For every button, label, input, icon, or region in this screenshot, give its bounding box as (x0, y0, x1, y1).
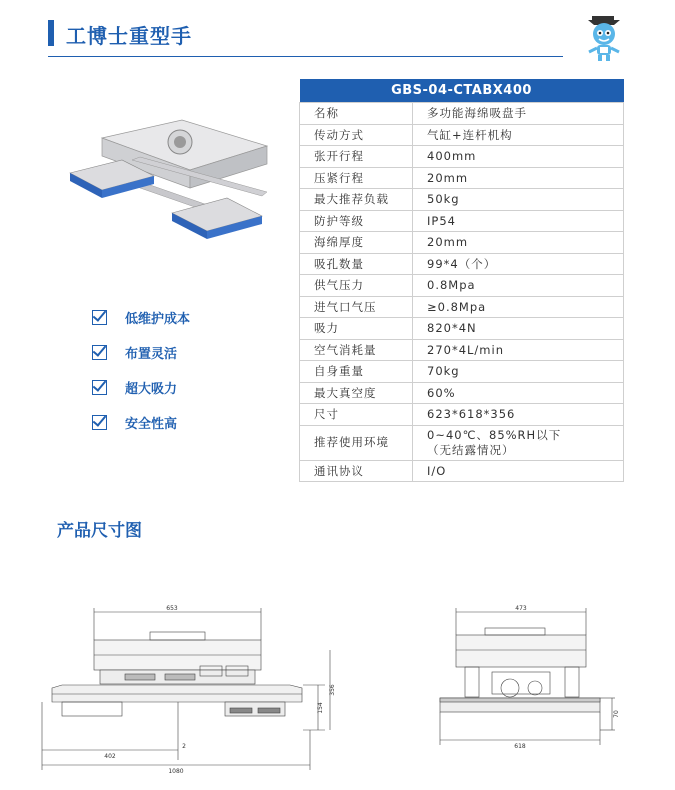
spec-value: 623*618*356 (413, 404, 624, 426)
feature-item (92, 370, 190, 405)
table-row (300, 296, 624, 318)
spec-value: 70kg (413, 361, 624, 383)
table-row (300, 210, 624, 232)
feature-label: 布置灵活 (125, 347, 178, 362)
spec-value: 0.8Mpa (413, 275, 624, 297)
spec-value: I/O (413, 460, 624, 482)
checkbox-icon (92, 345, 107, 360)
spec-key: 自身重量 (300, 361, 413, 383)
spec-key: 吸孔数量 (300, 253, 413, 275)
spec-value: 20mm (413, 167, 624, 189)
table-row (300, 103, 624, 125)
env-line-1: 0~40℃、85%RH以下 (427, 427, 562, 442)
table-row (300, 425, 624, 460)
spec-value: 99*4（个） (413, 253, 624, 275)
spec-key: 张开行程 (300, 146, 413, 168)
table-row (300, 460, 624, 482)
spec-key: 最大推荐负载 (300, 189, 413, 211)
feature-item (92, 405, 190, 440)
title-accent-bar (48, 20, 54, 46)
dim-side-total: 618 (514, 743, 526, 750)
table-row (300, 382, 624, 404)
spec-key: 通讯协议 (300, 460, 413, 482)
table-row (300, 404, 624, 426)
section-title: 产品尺寸图 (57, 521, 142, 541)
dimension-drawing (0, 590, 675, 790)
feature-label: 低维护成本 (125, 312, 191, 327)
dim-front-height-lower: 154 (317, 702, 324, 714)
table-row (300, 124, 624, 146)
spec-key: 尺寸 (300, 404, 413, 426)
spec-table (299, 79, 624, 482)
spec-key: 推荐使用环境 (300, 425, 413, 460)
spec-value (413, 425, 624, 460)
dim-front-width: 653 (166, 605, 178, 612)
table-row (300, 232, 624, 254)
dim-front-left: 402 (104, 753, 116, 760)
table-row (300, 253, 624, 275)
spec-key: 进气口气压 (300, 296, 413, 318)
dim-front-height: 356 (329, 684, 336, 696)
spec-value: ≥0.8Mpa (413, 296, 624, 318)
dim-front-mid: 2 (182, 743, 186, 750)
spec-value: 400mm (413, 146, 624, 168)
dim-side-height: 70 (613, 710, 620, 718)
spec-key: 供气压力 (300, 275, 413, 297)
checkbox-icon (92, 380, 107, 395)
dim-side-width: 473 (515, 605, 527, 612)
checkbox-icon (92, 415, 107, 430)
table-row (300, 361, 624, 383)
feature-item (92, 335, 190, 370)
table-row (300, 275, 624, 297)
spec-key: 海绵厚度 (300, 232, 413, 254)
spec-table-model: GBS-04-CTABX400 (300, 79, 624, 103)
table-row (300, 167, 624, 189)
spec-value: 270*4L/min (413, 339, 624, 361)
table-row (300, 318, 624, 340)
table-row (300, 339, 624, 361)
spec-key: 防护等级 (300, 210, 413, 232)
spec-value: IP54 (413, 210, 624, 232)
feature-label: 安全性高 (125, 417, 178, 432)
page-title: 工博士重型手 (66, 24, 192, 48)
spec-key: 名称 (300, 103, 413, 125)
feature-item (92, 300, 190, 335)
spec-key: 吸力 (300, 318, 413, 340)
checkbox-icon (92, 310, 107, 325)
spec-key: 最大真空度 (300, 382, 413, 404)
spec-value: 50kg (413, 189, 624, 211)
spec-value: 60% (413, 382, 624, 404)
mascot-icon (578, 14, 630, 64)
env-line-2: （无结露情况） (427, 442, 515, 457)
table-row (300, 146, 624, 168)
spec-value: 多功能海绵吸盘手 (413, 103, 624, 125)
product-image (62, 118, 277, 248)
dim-front-total: 1080 (168, 768, 184, 775)
feature-label: 超大吸力 (125, 382, 178, 397)
spec-value: 820*4N (413, 318, 624, 340)
spec-key: 传动方式 (300, 124, 413, 146)
spec-key: 空气消耗量 (300, 339, 413, 361)
feature-list (92, 300, 190, 440)
spec-value: 20mm (413, 232, 624, 254)
spec-key: 压紧行程 (300, 167, 413, 189)
title-divider (48, 56, 563, 57)
table-row (300, 189, 624, 211)
spec-value: 气缸+连杆机构 (413, 124, 624, 146)
